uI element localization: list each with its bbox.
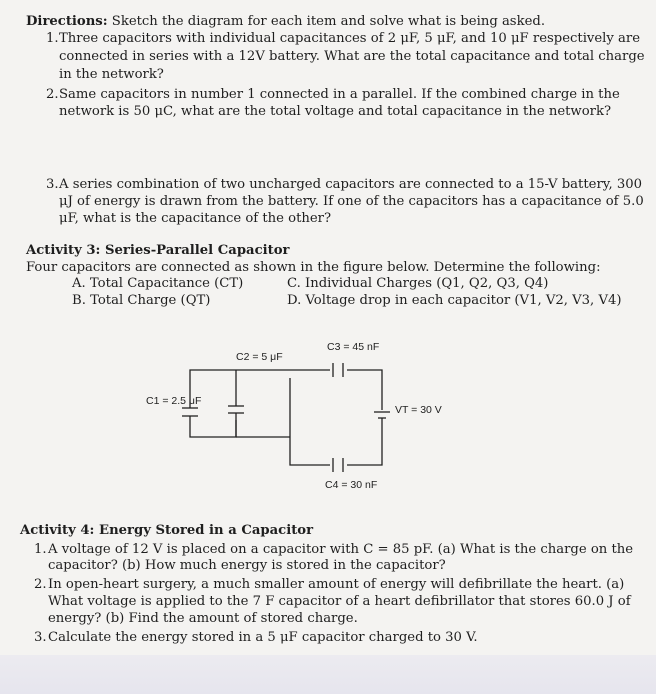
a4-item-1-line-2: capacitor? (b) How much energy is stored in the capacitor? [48,558,446,573]
a4-item-2-line-1: In open-heart surgery, a much smaller amount of energy will defibrillate the heart. (a) [48,577,625,592]
a4-item-2-line-2: What voltage is applied to the 7 F capacitor of a heart defibrillator that stores 60.0 J of [48,594,631,609]
directions-label: Directions: [26,14,108,29]
item-2-line-1: Same capacitors in number 1 connected in a parallel. If the combined charge in the [59,87,620,102]
item-1-line-1: Three capacitors with individual capacitances of 2 μF, 5 μF, and 10 μF respectively are [59,31,641,46]
right-wire-lower [347,418,382,465]
item-3-line-2: μJ of energy is drawn from the battery. If one of the capacitors has a capacitance of 5.0 [59,194,644,209]
activity-4-title: Activity 4: Energy Stored in a Capacitor [20,523,314,538]
c4-label: C4 = 30 nF [325,479,378,491]
page-bottom-band [0,655,656,694]
directions-text: Sketch the diagram for each item and solve what is being asked. [111,14,546,29]
task-a: A. Total Capacitance (CT) [72,276,244,291]
a4-item-2-number: 2. [34,577,47,592]
activity-3-title: Activity 3: Series-Parallel Capacitor [26,243,290,258]
item-3-line-1: A series combination of two uncharged capacitors are connected to a 15-V battery, 300 [59,177,643,192]
bottom-wire [290,378,330,465]
c2-label: C2 = 5 μF [236,351,283,363]
task-c: C. Individual Charges (Q1, Q2, Q3, Q4) [287,276,549,291]
a4-item-1-number: 1. [34,542,47,557]
vt-label: VT = 30 V [395,404,442,416]
a4-item-3-line-1: Calculate the energy stored in a 5 μF capacitor charged to 30 V. [48,630,478,645]
activity-3-intro: Four capacitors are connected as shown in the figure below. Determine the following: [26,260,601,275]
task-d: D. Voltage drop in each capacitor (V1, V2, V3, V4) [287,293,622,308]
item-1-line-2: connected in series with a 12V battery. What are the total capacitance and total charge [59,49,645,64]
a4-item-2-line-3: energy? (b) Find the amount of stored charge. [48,611,358,626]
top-wire-right [347,370,382,410]
item-2-number: 2. [46,87,59,102]
a4-item-1-line-1: A voltage of 12 V is placed on a capacitor with C = 85 pF. (a) What is the charge on the [48,542,634,557]
c1-label: C1 = 2.5 μF [146,395,202,407]
task-b: B. Total Charge (QT) [72,293,211,308]
a4-item-3-number: 3. [34,630,47,645]
item-3-number: 3. [46,177,59,192]
item-2-line-2: network is 50 μC, what are the total voltage and total capacitance in the network? [59,104,612,119]
item-3-line-3: μF, what is the capacitance of the other? [59,211,332,226]
item-1-line-3: in the network? [59,67,164,82]
c1-lower-wire [190,416,236,437]
item-1-number: 1. [46,31,59,46]
c3-label: C3 = 45 nF [327,341,380,353]
top-wire [190,370,330,385]
